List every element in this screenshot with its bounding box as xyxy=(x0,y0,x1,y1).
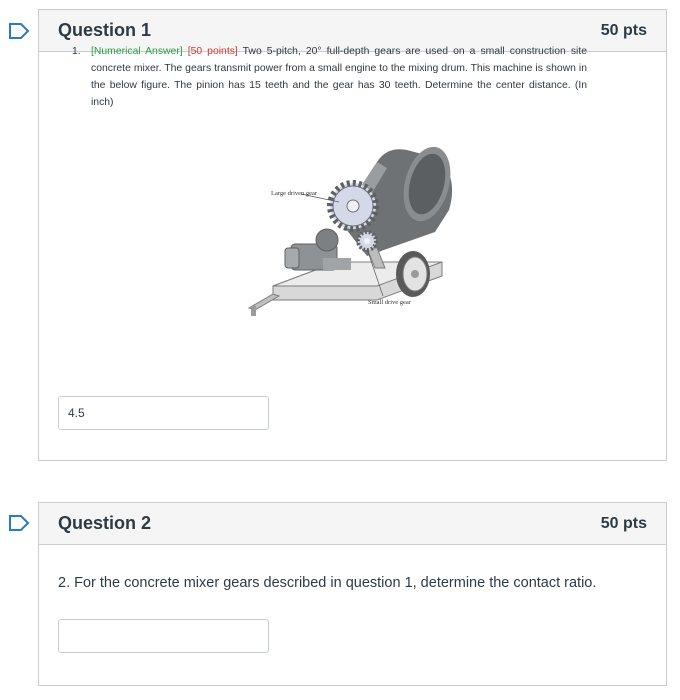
concrete-mixer-figure xyxy=(227,128,452,316)
label-small-gear: Small drive gear xyxy=(368,299,411,306)
question-2-header xyxy=(39,503,666,545)
answer-input-1[interactable]: 4.5 xyxy=(58,396,269,430)
label-large-gear: Large driven gear xyxy=(271,190,318,197)
question-1-text xyxy=(72,43,587,111)
tag-numerical-answer: [Numerical Answer] xyxy=(91,46,183,57)
question-2-text: 2. For the concrete mixer gears described in question 1, determine the contact ratio. xyxy=(58,575,597,591)
flag-question-icon[interactable] xyxy=(8,514,30,532)
question-2-points: 50 pts xyxy=(600,514,647,532)
question-1-card xyxy=(38,9,667,461)
trailer-wheel xyxy=(396,251,430,297)
flag-question-icon[interactable] xyxy=(8,22,30,40)
answer-input-2[interactable] xyxy=(58,619,269,653)
question-2-title: Question 2 xyxy=(58,513,152,533)
question-1-body: Two 5-pitch, 20° full-depth gears are used on a small construction site concrete mixer. The gears transmit power from a small engine to the mixing drum. This machine is shown in the below figure. The pinion has 15 teeth and the gear has 30 teeth. Determine the center distance. (In inch) xyxy=(91,46,587,108)
question-2-card xyxy=(38,502,667,686)
tag-points: [50 points] xyxy=(187,46,238,57)
engine xyxy=(285,229,351,270)
large-driven-gear xyxy=(330,183,376,229)
question-1-title: Question 1 xyxy=(58,20,152,40)
question-1-points: 50 pts xyxy=(600,21,647,39)
question-number: 1. xyxy=(72,46,81,57)
small-drive-gear xyxy=(358,232,376,250)
